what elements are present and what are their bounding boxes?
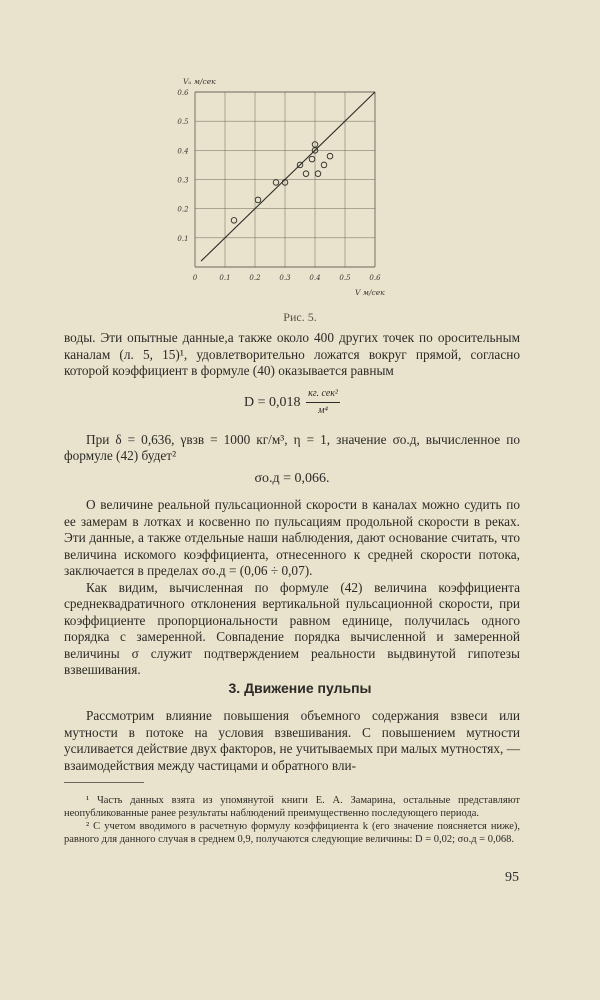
body-text-bottom <box>64 708 520 774</box>
regression-line <box>201 92 375 261</box>
y-axis-label: Vᵤ м/сек <box>183 77 216 86</box>
footnotes <box>64 794 520 846</box>
x-tick-label: 0.2 <box>249 274 261 282</box>
data-point <box>303 171 309 177</box>
data-point <box>231 218 237 224</box>
paragraph-3: О величине реальной пульсационной скорости в каналах можно судить по ее замерам в лотках и косвенно по пульсациям продольной скорости в реках. Эти данные, а также отдельные наши наблюдения, дают основание считать, что величина искомого коэффициента, отнесенного к средней скорости потока, заключается в пределах σо.д = (0,06 ÷ 0,07). <box>64 497 520 578</box>
formula-d <box>64 386 520 420</box>
formula-d-lhs: D = 0,018 <box>244 394 301 410</box>
scatter-plot <box>160 70 390 310</box>
x-tick-label: 0 <box>192 274 198 282</box>
x-axis-label: V м/сек <box>355 288 385 297</box>
footnote-rule <box>64 782 144 783</box>
y-tick-label: 0.3 <box>177 176 189 185</box>
figure-caption: Рис. 5. <box>283 310 317 324</box>
y-tick-label: 0.6 <box>177 89 189 97</box>
y-tick-label: 0.1 <box>177 234 189 243</box>
data-point <box>255 197 261 203</box>
paragraph-4: Как видим, вычисленная по формуле (42) величина коэффициента среднеквадратичного отклонения вертикальной пульсационной скорости, при коэффициенте пропорциональности равном единице, получилась одного порядка с замеренной. Совпадение порядка вычисленной и замеренной величины σ служит подтверждением реальности выдвинутой гипотезы взвешивания. <box>64 579 520 677</box>
page-number: 95 <box>505 870 519 885</box>
scatter-figure <box>160 70 390 310</box>
data-point <box>309 156 315 162</box>
data-point <box>273 180 279 186</box>
data-point <box>315 171 321 177</box>
x-tick-label: 0.4 <box>309 274 321 282</box>
formula-sigma: σо.д = 0,066. <box>254 470 330 486</box>
data-point <box>321 162 327 168</box>
footnote-1: ¹ Часть данных взята из упомянутой книги Е. А. Замарина, остальные представляют неопубликованные ранее результаты наблюдений преимущественно последующего периода. <box>64 795 520 819</box>
x-tick-label: 0.6 <box>369 274 381 282</box>
y-tick-label: 0.5 <box>177 118 189 127</box>
footnote-2: ² С учетом вводимого в расчетную формулу коэффициента k (его значение поясняется ниже), равного для данного случая в среднем 0,9, получаются следующие величины: D = 0,02; σо.д = 0,068. <box>64 821 520 845</box>
x-tick-label: 0.1 <box>219 274 231 282</box>
data-point <box>327 153 333 159</box>
formula-d-fraction <box>306 386 340 420</box>
body-text-top <box>64 330 520 679</box>
y-tick-label: 0.2 <box>177 205 189 214</box>
formula-d-numerator: кг. сек² <box>306 386 340 404</box>
formula-d-denominator: м⁴ <box>318 405 328 416</box>
y-tick-label: 0.4 <box>177 147 189 156</box>
paragraph-5: Рассмотрим влияние повышения объемного содержания взвеси или мутности в потоке на условия взвешивания. С повышением мутности усиливается действие двух факторов, не учитываемых при малых мутностях, — взаимодействия между частицами и обратного вли- <box>64 708 520 773</box>
paragraph-1: воды. Эти опытные данные,а также около 400 других точек по оросительным каналам (л. 5, 15)¹, удовлетворительно ложатся вокруг прямой, согласно которой коэффициент в формуле (40) оказывается равным <box>64 330 520 378</box>
x-tick-label: 0.5 <box>339 274 351 282</box>
section-heading: 3. Движение пульпы <box>228 680 372 696</box>
paragraph-2: При δ = 0,636, γвзв = 1000 кг/м³, η = 1, значение σо.д, вычисленное по формуле (42) будет² <box>64 431 520 463</box>
x-tick-label: 0.3 <box>279 274 291 282</box>
